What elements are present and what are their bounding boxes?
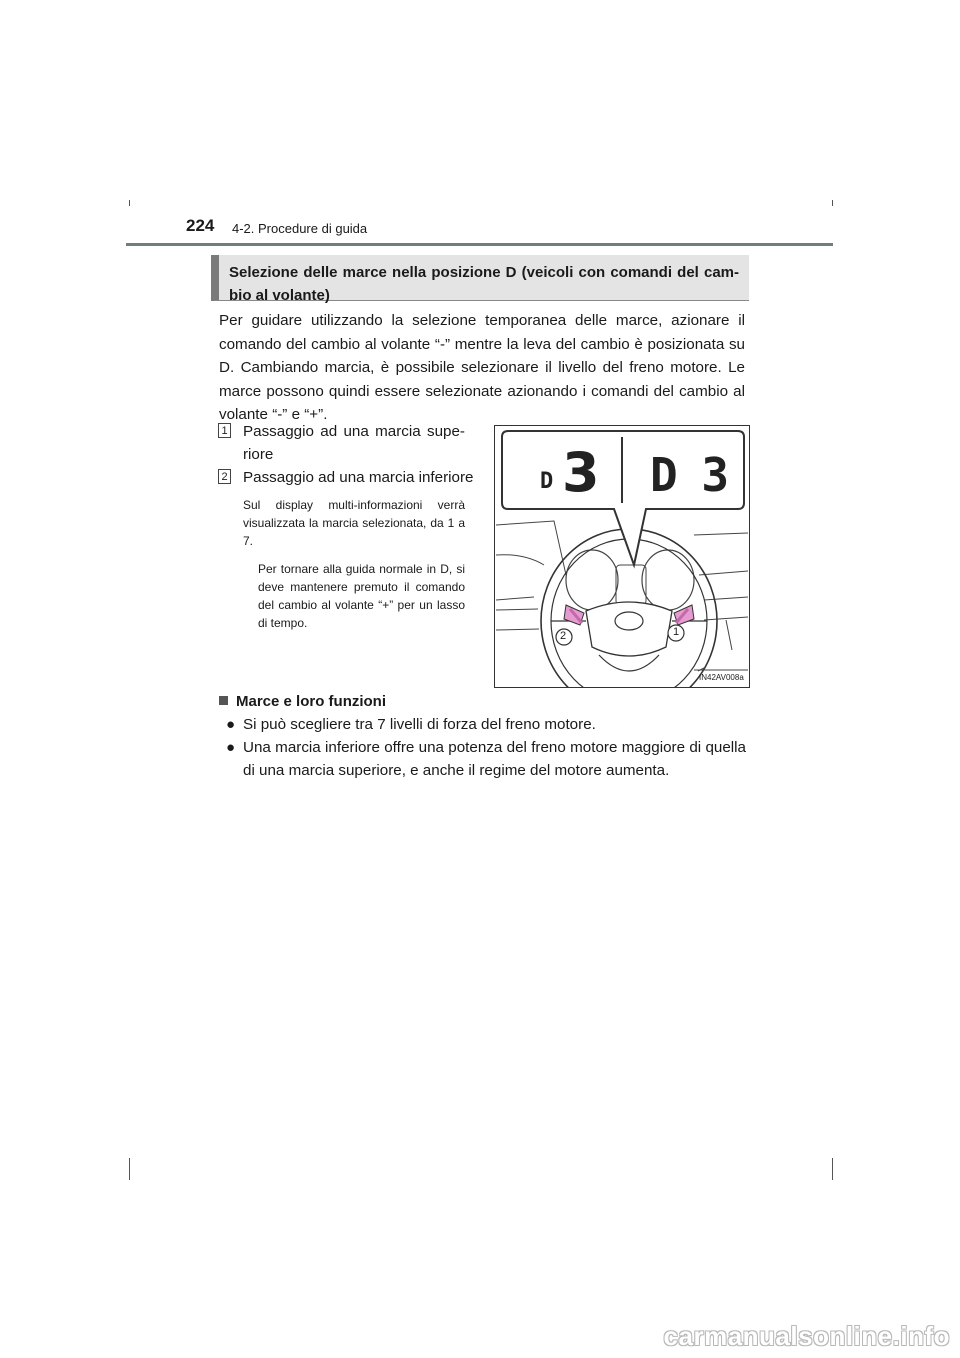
item-number-badge: 2 <box>218 469 231 484</box>
list-item <box>226 736 746 782</box>
page-number: 224 <box>186 216 215 235</box>
subsection-heading <box>219 693 386 710</box>
note-display: Sul display multi-informazioni verrà visualizzata la marcia selezionata, da 1 a 7. <box>243 498 465 548</box>
item-number-badge: 1 <box>218 423 231 438</box>
bullet-icon: ● <box>226 716 236 733</box>
header-rule <box>126 243 833 246</box>
figure-code: IN42AV008a <box>699 673 744 682</box>
crop-mark <box>129 200 130 206</box>
display-gear-indicator-small: D <box>540 469 554 494</box>
note-return-normal: Per tornare alla guida normale in D, si deve mantenere premuto il comando del cambio al volante “+” per un lasso di tempo. <box>258 562 465 630</box>
callout-1-label: 1 <box>673 626 680 638</box>
item-text: Passaggio ad una marcia supe- riore <box>243 423 465 463</box>
subsection-title: Marce e loro funzioni <box>236 693 387 710</box>
display-gear-right: D 3 <box>650 448 728 502</box>
watermark: carmanualsonline.info <box>663 1321 950 1351</box>
item-text: Passaggio ad una marcia inferiore <box>243 469 474 486</box>
bullet-text: Una marcia inferiore offre una potenza del freno motore maggiore di quella di una marcia superiore, e anche il regime del motore aumenta. <box>243 739 746 779</box>
intro-paragraph: Per guidare utilizzando la selezione temporanea delle marce, azionare il comando del cambio al volante “-” mentre la leva del cambio è posizionata su D. Cambiando marcia, è possibile selezionare il livello del freno motore. Le marce possono quindi essere selezionate azionando i comandi del cambio al volante “-” e “+”. <box>219 312 745 423</box>
crop-mark <box>832 200 833 206</box>
crop-mark <box>832 1158 833 1180</box>
display-gear-number: 3 <box>562 441 600 504</box>
square-bullet-icon <box>219 696 228 705</box>
crop-mark <box>129 1158 130 1180</box>
bullet-text: Si può scegliere tra 7 livelli di forza del freno motore. <box>243 716 596 733</box>
steering-wheel-illustration <box>494 425 750 688</box>
section-title: 4-2. Procedure di guida <box>232 221 368 236</box>
list-item <box>226 713 746 736</box>
topic-title: Selezione delle marce nella posizione D (veicoli con comandi del cam- bio al volante) <box>211 255 749 301</box>
bullet-icon: ● <box>226 739 236 756</box>
callout-2-label: 2 <box>560 630 567 642</box>
